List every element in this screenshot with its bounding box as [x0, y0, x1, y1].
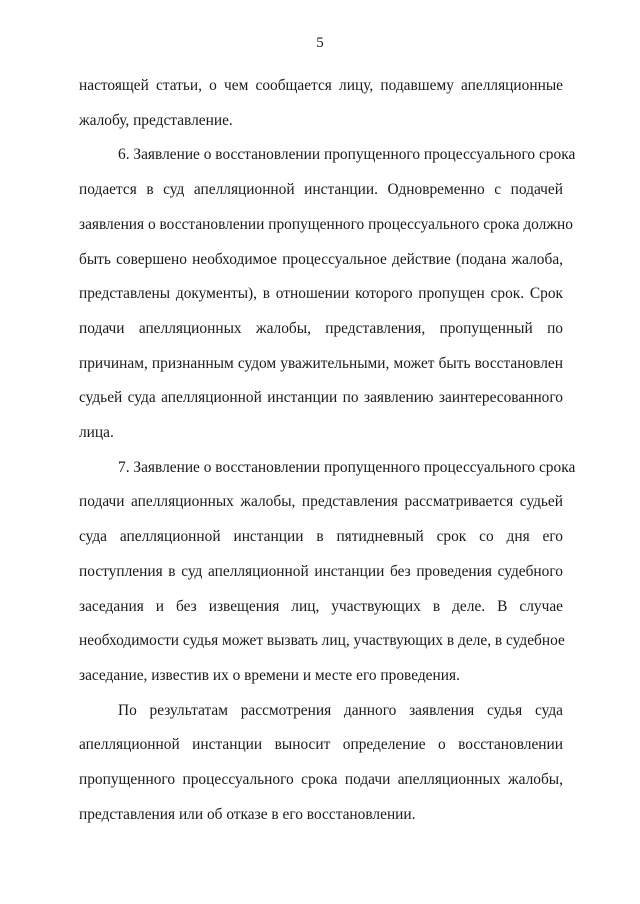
- text-line: представлены документы), в отношении которого пропущен срок. Срок: [79, 285, 563, 303]
- text-line: жалобу, представление.: [79, 111, 233, 129]
- text-line: причинам, признанным судом уважительными, может быть восстановлен: [79, 354, 563, 372]
- paragraph-6: [79, 138, 576, 450]
- text-line: подачи апелляционных жалобы, представления рассматривается судьей: [79, 493, 563, 511]
- text-line: суда апелляционной инстанции в пятидневный срок со дня его: [79, 528, 563, 546]
- text-line: 7. Заявление о восстановлении пропущенного процессуального срока: [118, 458, 576, 476]
- text-line: подается в суд апелляционной инстанции. Одновременно с подачей: [79, 181, 563, 199]
- text-line: представления или об отказе в его восстановлении.: [79, 805, 416, 823]
- page-number: 5: [316, 35, 324, 51]
- text-line: пропущенного процессуального срока подачи апелляционных жалобы,: [79, 771, 563, 789]
- text-line: заседания и без извещения лиц, участвующих в деле. В случае: [79, 597, 563, 615]
- text-line: По результатам рассмотрения данного заявления судья суда: [118, 701, 563, 719]
- text-line: лица.: [79, 424, 114, 442]
- paragraph-continuation: [79, 69, 563, 138]
- text-line: заявления о восстановлении пропущенного процессуального срока должно: [79, 215, 573, 233]
- paragraph-result: [79, 694, 563, 833]
- text-line: настоящей статьи, о чем сообщается лицу, подавшему апелляционные: [79, 77, 563, 94]
- text-line: поступления в суд апелляционной инстанции без проведения судебного: [79, 562, 563, 580]
- text-line: апелляционной инстанции выносит определение о восстановлении: [79, 736, 563, 754]
- text-line: заседание, известив их о времени и месте его проведения.: [79, 666, 460, 684]
- text-line: судьей суда апелляционной инстанции по заявлению заинтересованного: [79, 389, 563, 407]
- text-line: быть совершено необходимое процессуальное действие (подана жалоба,: [79, 250, 563, 268]
- text-line: необходимости судья может вызвать лиц, участвующих в деле, в судебное: [79, 632, 565, 650]
- text-line: подачи апелляционных жалобы, представления, пропущенный по: [79, 319, 563, 337]
- paragraph-7: [79, 451, 576, 694]
- text-line: 6. Заявление о восстановлении пропущенного процессуального срока: [118, 146, 576, 164]
- document-body: [79, 69, 576, 832]
